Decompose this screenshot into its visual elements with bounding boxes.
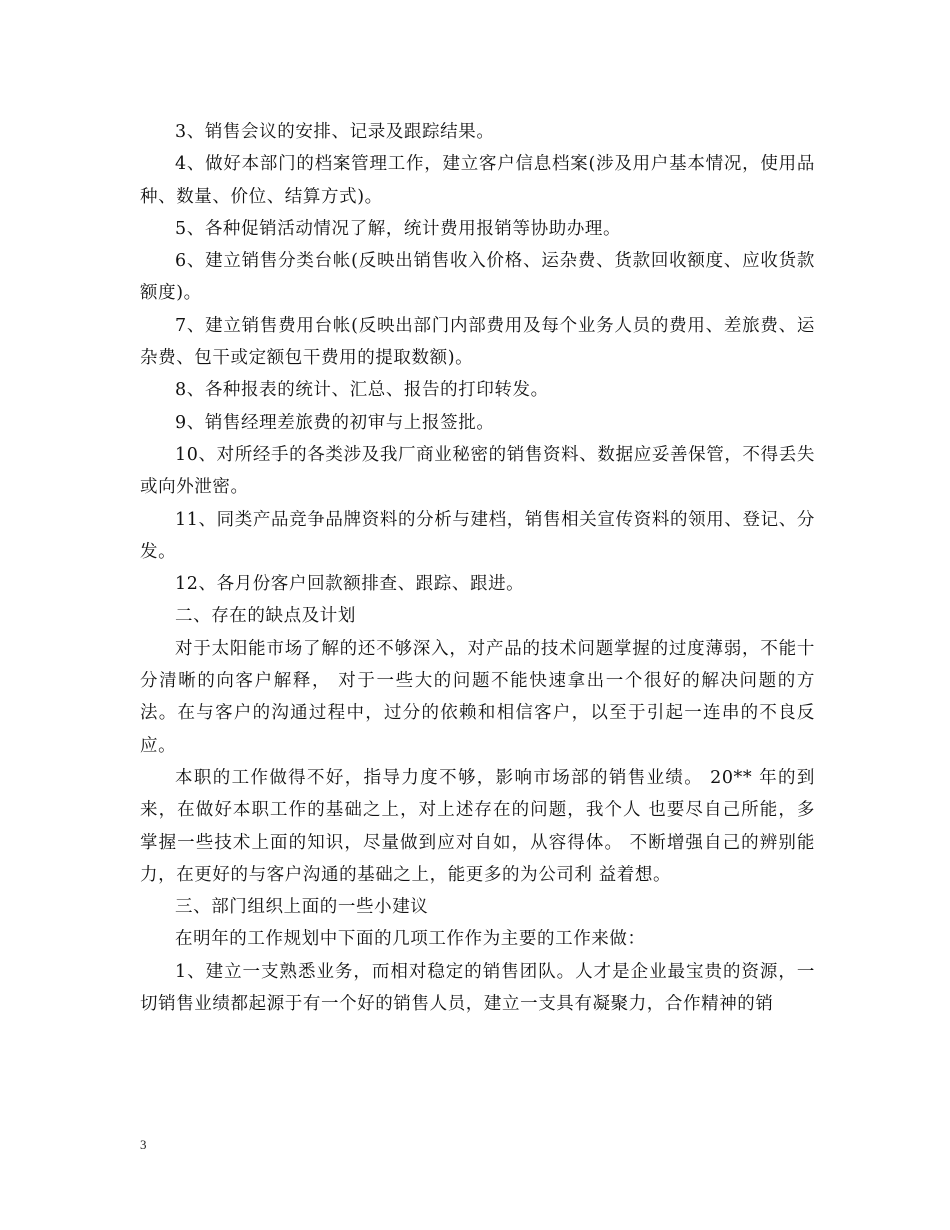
list-item-5: 5、各种促销活动情况了解，统计费用报销等协助办理。: [175, 218, 622, 239]
list-item-9: 9、销售经理差旅费的初审与上报签批。: [175, 412, 495, 433]
list-item-team: 1、建立一支熟悉业务，而相对稳定的销售团队。人才是企业最宝贵的资源，一切销售业绩都起源于有一个好的销售人员，建立一支具有凝聚力，合作精神的销: [140, 961, 815, 1015]
body-paragraph-market: 对于太阳能市场了解的还不够深入，对产品的技术问题掌握的过度薄弱，不能十分清晰的向客户解释， 对于一些大的问题不能快速拿出一个很好的解决问题的方法。在与客户的沟通过程中，过分的依赖和相信客户，以至于引起一连串的不良反应。: [140, 638, 815, 756]
page-number: 3: [140, 1137, 147, 1152]
list-item-11: 11、同类产品竞争品牌资料的分析与建档，销售相关宣传资料的领用、登记、分 发。: [140, 509, 815, 562]
section-heading-shortcomings: 二、存在的缺点及计划: [175, 606, 356, 627]
list-item-6: 6、建立销售分类台帐(反映出销售收入价格、运杂费、货款回收额度、应收货款额度)。: [140, 251, 815, 304]
list-item-8: 8、各种报表的统计、汇总、报告的打印转发。: [175, 380, 549, 401]
section-heading-suggestions: 三、部门组织上面的一些小建议: [175, 897, 429, 918]
list-item-10: 10、对所经手的各类涉及我厂商业秘密的销售资料、数据应妥善保管，不得丢失 或向外泄密。: [140, 444, 815, 498]
list-item-4: 4、做好本部门的档案管理工作，建立客户信息档案(涉及用户基本情况，使用品种、数量、价位、结算方式)。: [140, 154, 815, 207]
document-body: [140, 116, 815, 1020]
list-item-3: 3、销售会议的安排、记录及跟踪结果。: [175, 122, 495, 142]
list-item-12: 12、各月份客户回款额排查、跟踪、跟进。: [175, 574, 525, 595]
list-item-7: 7、建立销售费用台帐(反映出部门内部费用及每个业务人员的费用、差旅费、运杂费、包干或定额包干费用的提取数额)。: [140, 315, 815, 369]
body-paragraph-plan: 本职的工作做得不好，指导力度不够，影响市场部的销售业绩。 20** 年的到来，在做好本职工作的基础之上，对上述存在的问题，我个人 也要尽自己所能，多掌握一些技术上面的知识，尽量做到应对自如，从容得体。 不断增强自己的辨别能力，在更好的与客户沟通的基础之上，能更多的为公司利 益着想。: [140, 767, 815, 885]
body-paragraph-intro: 在明年的工作规划中下面的几项工作作为主要的工作来做：: [175, 929, 646, 950]
